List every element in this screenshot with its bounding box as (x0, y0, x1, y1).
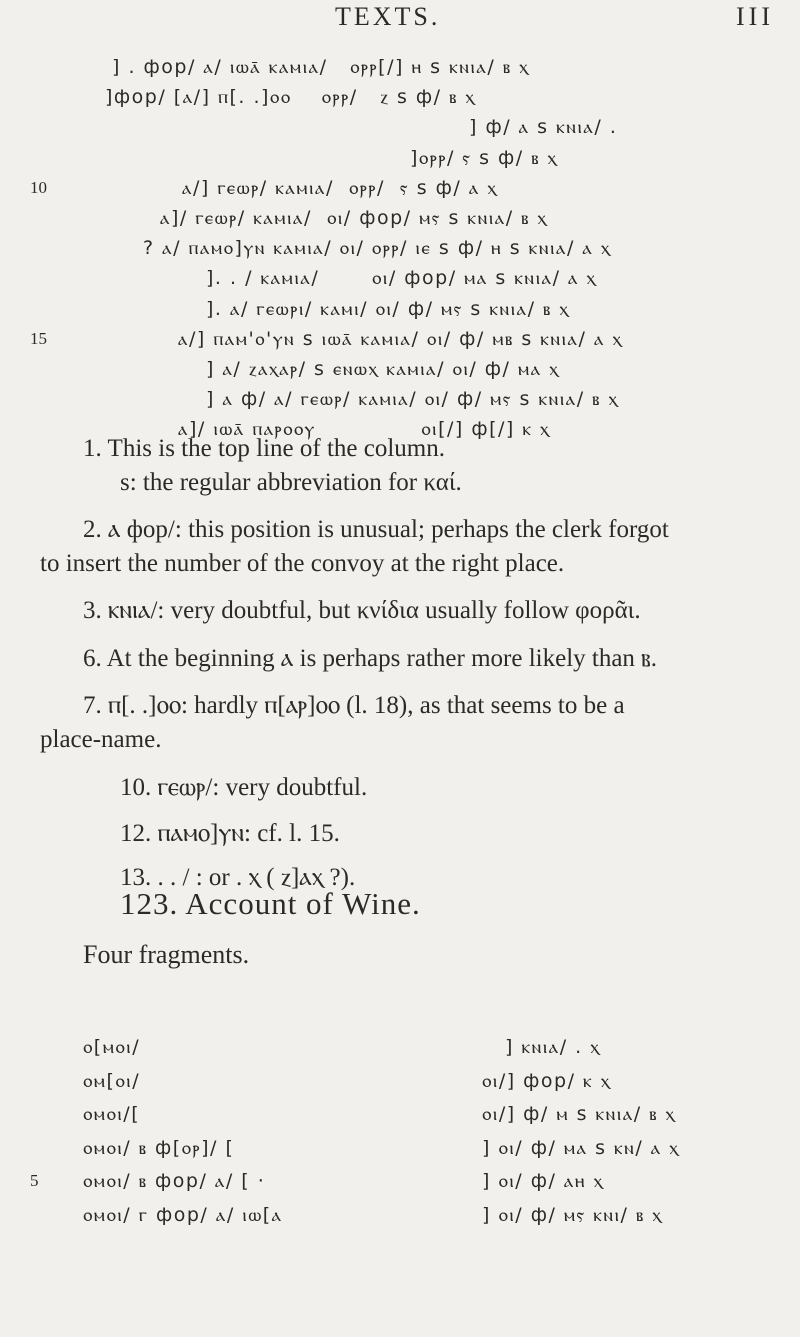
fragment-right-line: ] ⲟⲓ/ ф/ ⲙⲁ s ⲕⲛ/ ⲁ ⲭ (482, 1136, 680, 1159)
line-number: 10 (30, 177, 47, 197)
note-line: to insert the number of the convoy at the right place. (40, 550, 565, 577)
note-line: 1. This is the top line of the column. (83, 435, 445, 462)
text-line: ⲁ/] ⲡⲁⲙ'ⲟ'ⲩⲛ s ⲓⲱⲁ̄ ⲕⲁⲙⲓⲁ/ ⲟⲓ/ ф/ ⲙⲃ s ⲕⲛⲓⲁ/ ⲁ ⲭ (178, 327, 623, 350)
section-subtitle: Four fragments. (83, 940, 250, 969)
text-line: ] ф/ ⲁ s ⲕⲛⲓⲁ/ . (469, 116, 618, 139)
note-line: s: the regular abbreviation for καί. (120, 469, 462, 496)
text-line: ]. . / ⲕⲁⲙⲓⲁ/ ⲟⲓ/ фор/ ⲙⲁ s ⲕⲛⲓⲁ/ ⲁ ⲭ (206, 267, 597, 290)
line-number: 15 (30, 328, 47, 348)
note-line: 13. . . / : or . ⲭ ( ⲍ]ⲁⲭ ?). (120, 864, 356, 891)
note-line: place-name. (40, 726, 162, 753)
running-header-title: TEXTS. (335, 2, 441, 31)
text-line: ]фор/ [ⲁ/] ⲡ[. .]ⲟⲟ ⲟⲣⲣ/ ⲍ s ф/ ⲃ ⲭ (105, 86, 476, 109)
section-title: 123. Account of Wine. (120, 886, 421, 921)
note-line: 12. ⲡⲁⲙⲟ]ⲩⲛ: cf. l. 15. (120, 820, 340, 847)
fragment-left-line: ⲟ[ⲙⲟⲓ/ (83, 1036, 141, 1058)
fragment-left-line: ⲟⲙⲟⲓ/[ (83, 1103, 141, 1125)
text-line: ⲁ/] ⲅⲉⲱⲣ/ ⲕⲁⲙⲓⲁ/ ⲟⲣⲣ/ ⲋ s ф/ ⲁ ⲭ (182, 176, 498, 199)
text-line: ] ⲁ ф/ ⲁ/ ⲅⲉⲱⲣ/ ⲕⲁⲙⲓⲁ/ ⲟⲓ/ ф/ ⲙⲋ s ⲕⲛⲓⲁ/ ⲃ ⲭ (206, 388, 619, 411)
fragment-right-line: ] ⲟⲓ/ ф/ ⲁⲏ ⲭ (482, 1170, 604, 1192)
fragment-left-line: ⲟⲙⲟⲓ/ ⲃ фор/ ⲁ/ [ · (83, 1170, 266, 1192)
note-line: 3. ⲕⲛⲓⲁ/: very doubtful, but κνίδια usually follow φορᾶι. (83, 597, 641, 624)
text-line: ]. ⲁ/ ⲅⲉⲱⲣⲓ/ ⲕⲁⲙⲓ/ ⲟⲓ/ ф/ ⲙⲋ s ⲕⲛⲓⲁ/ ⲃ ⲭ (206, 297, 570, 320)
text-line: ⲁ]/ ⲓⲱⲁ̄ ⲡⲁⲣⲟⲟⲩ ⲟⲓ[/] ф[/] ⲕ ⲭ (178, 418, 551, 441)
fragment-right-line: ] ⲟⲓ/ ф/ ⲙⲋ ⲕⲛⲓ/ ⲃ ⲭ (482, 1203, 663, 1226)
fragment-left-line: ⲟⲙⲟⲓ/ ⲅ фор/ ⲁ/ ⲓⲱ[ⲁ (83, 1203, 283, 1226)
fragment-left-line: ⲟⲙⲟⲓ/ ⲃ ф[ⲟⲣ]/ [ (83, 1136, 235, 1159)
text-line: ] . фор/ ⲁ/ ⲓⲱⲁ̄ ⲕⲁⲙⲓⲁ/ ⲟⲣⲣ[/] ⲏ s ⲕⲛⲓⲁ/ ⲃ ⲭ (112, 56, 530, 78)
fragment-right-line: ⲟⲓ/] фор/ ⲕ ⲭ (482, 1069, 611, 1092)
note-line: 6. At the beginning ⲁ is perhaps rather more likely than ⲃ. (83, 645, 657, 672)
text-line: ] ⲁ/ ⲍⲁⲭⲁⲣ/ s ⲉⲛⲱⲭ ⲕⲁⲙⲓⲁ/ ⲟⲓ/ ф/ ⲙⲁ ⲭ (206, 358, 560, 380)
text-line: ? ⲁ/ ⲡⲁⲙⲟ]ⲩⲛ ⲕⲁⲙⲓⲁ/ ⲟⲓ/ ⲟⲣⲣ/ ⲓⲉ s ф/ ⲏ s ⲕⲛⲓⲁ/ ⲁ ⲭ (143, 237, 612, 260)
fragment-right-line: ] ⲕⲛⲓⲁ/ . ⲭ (505, 1036, 601, 1058)
fragment-right-line: ⲟⲓ/] ф/ ⲙ s ⲕⲛⲓⲁ/ ⲃ ⲭ (482, 1103, 676, 1125)
line-number: 5 (30, 1171, 39, 1190)
text-line: ]ⲟⲣⲣ/ ⲋ s ф/ ⲃ ⲭ (410, 146, 558, 169)
text-line: ⲁ]/ ⲅⲉⲱⲣ/ ⲕⲁⲙⲓⲁ/ ⲟⲓ/ фор/ ⲙⲋ s ⲕⲛⲓⲁ/ ⲃ ⲭ (160, 207, 548, 229)
note-line: 2. ⲁ фор/: this position is unusual; perhaps the clerk forgot (83, 516, 669, 543)
page-number: III (736, 2, 774, 31)
note-line: 10. ⲅⲉⲱⲣ/: very doubtful. (120, 774, 368, 801)
note-line: 7. ⲡ[. .]ⲟⲟ: hardly ⲡ[ⲁⲣ]ⲟⲟ (l. 18), as that seems to be a (83, 692, 625, 719)
fragment-left-line: ⲟⲙ[ⲟⲓ/ (83, 1069, 141, 1092)
